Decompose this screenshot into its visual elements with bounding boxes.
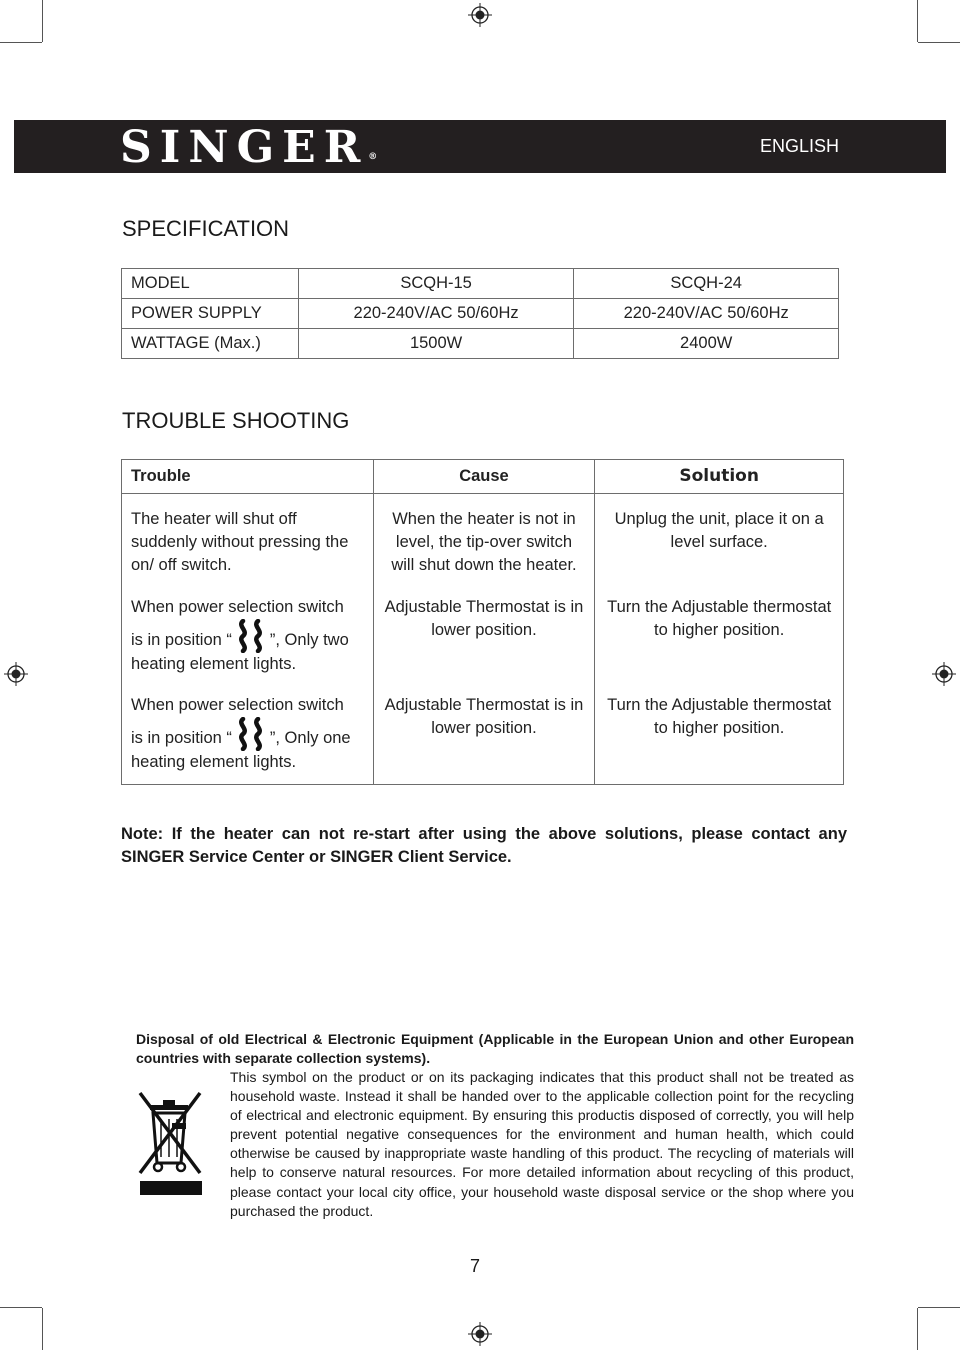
trouble-line: heating element lights. bbox=[131, 655, 297, 673]
heat-waves-two-icon bbox=[232, 619, 270, 653]
specification-title: SPECIFICATION bbox=[122, 216, 290, 241]
header-bar bbox=[14, 120, 946, 173]
table-row bbox=[122, 588, 844, 686]
registration-mark-icon bbox=[468, 3, 492, 27]
spec-label: POWER SUPPLY bbox=[122, 299, 299, 329]
disposal-text: This symbol on the product or on its packaging indicates that this product shall not be treated as household waste. Instead it shall be handed over to the applicable collection point for the recycling of electrical and electronic equipment. By ensuring this productis disposed of correctly, you will help prevent potential negative consequences for the environment and human health, which could otherwise be caused by inappropriate waste handling of this product. The recycling of materials will help to conserve natural resources. For more detailed information about recycling of this product, please contact your local city office, your household waste disposal service or the shop where you purchased the product. bbox=[230, 1069, 854, 1219]
column-header-solution: Solution bbox=[595, 460, 844, 494]
trouble-cell: The heater will shut off suddenly without pressing the on/ off switch. bbox=[122, 494, 374, 589]
table-row bbox=[122, 686, 844, 785]
crop-mark bbox=[917, 1308, 918, 1350]
disposal-title: Disposal of old Electrical & Electronic Equipment (Applicable in the European Union and other European countries with separate collection systems). bbox=[136, 1031, 854, 1066]
spec-label: MODEL bbox=[122, 269, 299, 299]
column-header-trouble: Trouble bbox=[122, 460, 374, 494]
registration-mark-icon bbox=[4, 662, 28, 686]
table-row bbox=[122, 269, 839, 299]
solution-cell: Turn the Adjustable thermostat to higher position. bbox=[595, 686, 844, 785]
trouble-line: is in position “ ”, Only two bbox=[131, 619, 364, 653]
trouble-cell bbox=[122, 686, 374, 785]
spec-value: 1500W bbox=[298, 329, 574, 359]
solution-cell: Turn the Adjustable thermostat to higher position. bbox=[595, 588, 844, 686]
trouble-line: is in position “ ”, Only one bbox=[131, 717, 364, 751]
crop-mark bbox=[918, 1307, 960, 1308]
heat-waves-one-icon bbox=[232, 717, 270, 751]
spec-value: SCQH-15 bbox=[298, 269, 574, 299]
cause-cell: When the heater is not in level, the tip-over switch will shut down the heater. bbox=[373, 494, 595, 589]
troubleshooting-table bbox=[121, 459, 844, 785]
registration-mark-icon bbox=[468, 1322, 492, 1346]
brand-logo: SINGER® bbox=[120, 122, 378, 173]
crossed-out-wheelie-bin-icon bbox=[136, 1085, 206, 1197]
cause-cell: Adjustable Thermostat is in lower position. bbox=[373, 588, 595, 686]
trouble-cell bbox=[122, 588, 374, 686]
specification-table bbox=[121, 268, 839, 359]
note-text: Note: If the heater can not re-start after using the above solutions, please contact any SINGER Service Center or SINGER Client Service. bbox=[121, 825, 847, 866]
trouble-line: When power selection switch bbox=[131, 598, 344, 616]
crop-mark bbox=[0, 1307, 42, 1308]
table-header-row bbox=[122, 460, 844, 494]
crop-mark bbox=[42, 0, 43, 42]
registration-mark-icon bbox=[932, 662, 956, 686]
table-row bbox=[122, 329, 839, 359]
spec-value: SCQH-24 bbox=[574, 269, 839, 299]
spec-value: 220-240V/AC 50/60Hz bbox=[574, 299, 839, 329]
crop-mark bbox=[918, 42, 960, 43]
column-header-cause: Cause bbox=[373, 460, 595, 494]
cause-cell: Adjustable Thermostat is in lower position. bbox=[373, 686, 595, 785]
table-row bbox=[122, 299, 839, 329]
spec-value: 2400W bbox=[574, 329, 839, 359]
trouble-line: heating element lights. bbox=[131, 753, 297, 771]
spec-label: WATTAGE (Max.) bbox=[122, 329, 299, 359]
page-number: 7 bbox=[470, 1256, 481, 1276]
solution-cell: Unplug the unit, place it on a level surface. bbox=[595, 494, 844, 589]
trouble-line: When power selection switch bbox=[131, 696, 344, 714]
troubleshooting-title: TROUBLE SHOOTING bbox=[122, 408, 350, 433]
crop-mark bbox=[0, 42, 42, 43]
crop-mark bbox=[917, 0, 918, 42]
spec-value: 220-240V/AC 50/60Hz bbox=[298, 299, 574, 329]
table-row bbox=[122, 494, 844, 589]
crop-mark bbox=[42, 1308, 43, 1350]
language-label: ENGLISH bbox=[759, 136, 839, 156]
